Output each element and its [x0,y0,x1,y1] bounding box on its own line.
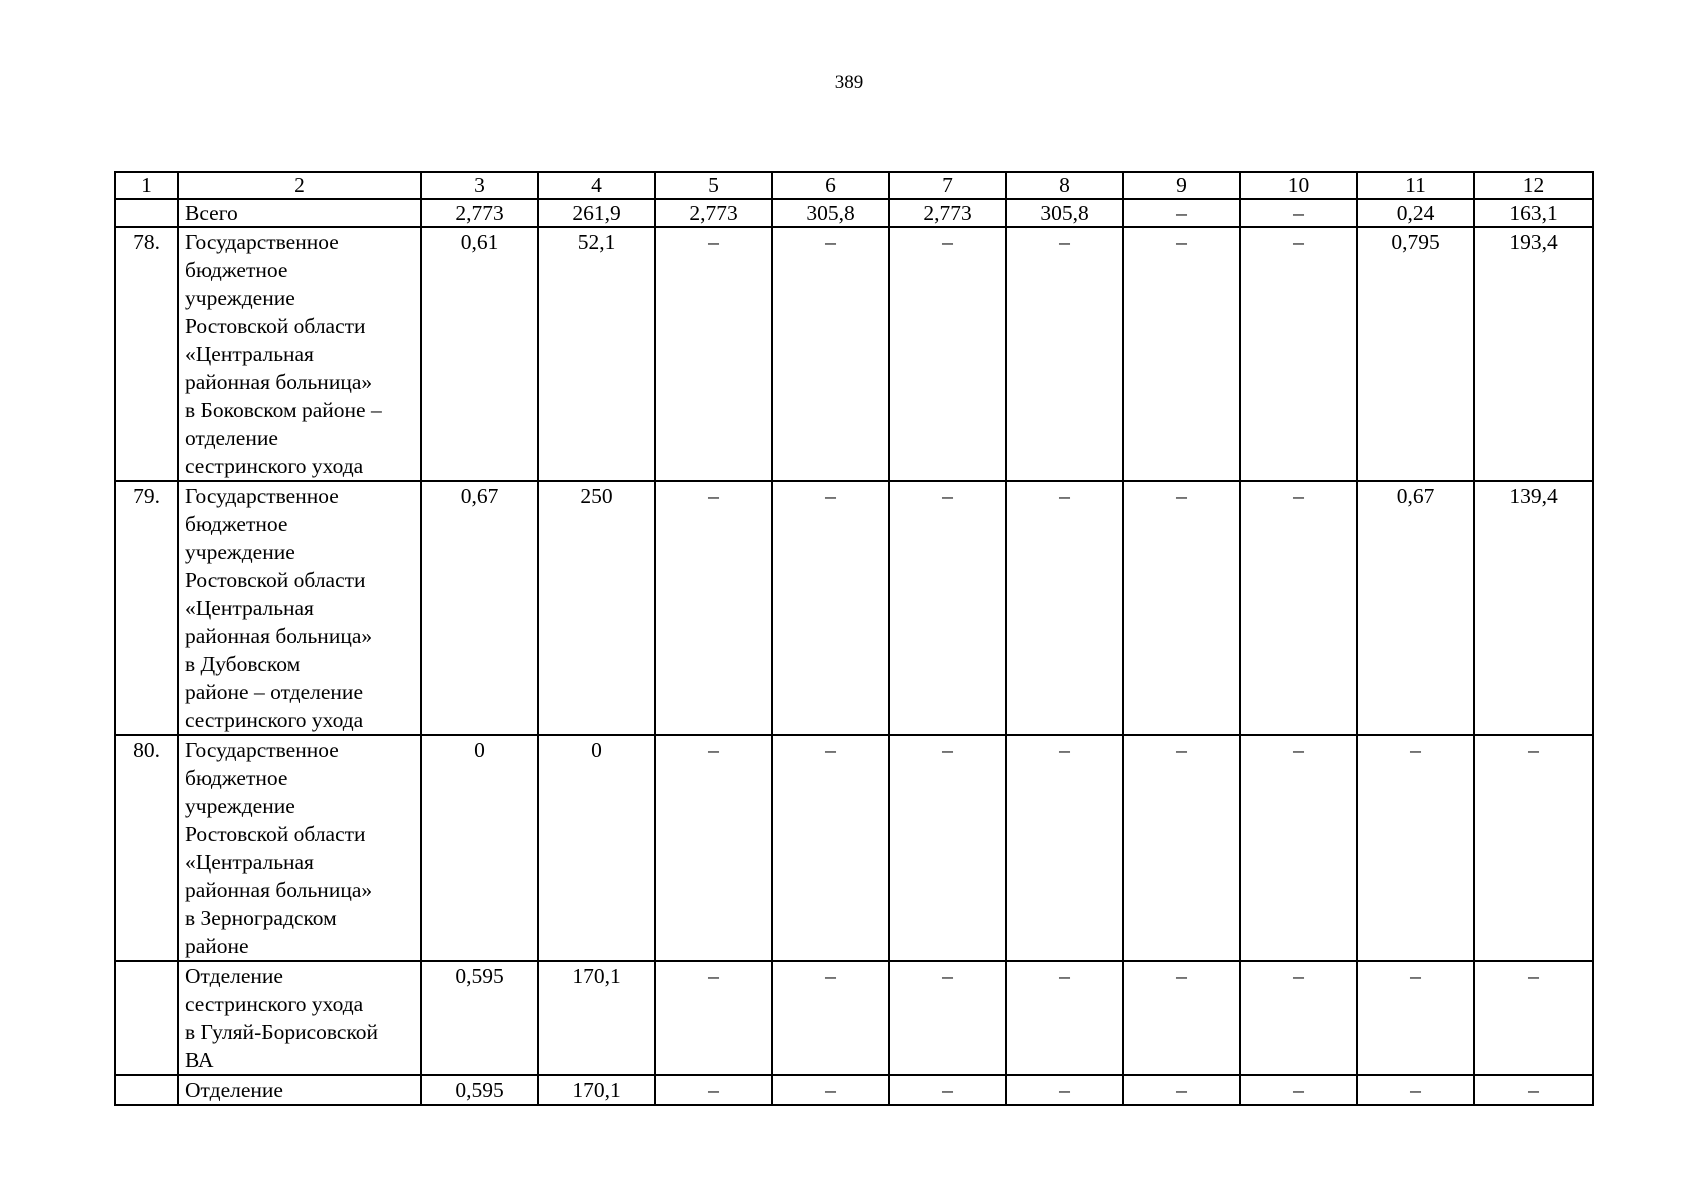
value-cell: 0,595 [421,1075,538,1105]
value-cell: – [655,1075,772,1105]
header-row [115,172,1593,199]
value-cell: 2,773 [421,199,538,227]
value-cell: – [1240,199,1357,227]
table-row [115,227,1593,481]
value-cell: – [1357,1075,1474,1105]
value-cell: – [772,735,889,961]
value-cell: – [1474,961,1593,1075]
value-cell: 0,795 [1357,227,1474,481]
column-number-cell: 6 [772,172,889,199]
value-cell: 163,1 [1474,199,1593,227]
value-cell: 139,4 [1474,481,1593,735]
value-cell: 193,4 [1474,227,1593,481]
value-cell: 261,9 [538,199,655,227]
row-number-cell [115,1075,178,1105]
value-cell: – [772,961,889,1075]
value-cell: – [889,735,1006,961]
value-cell: – [1474,735,1593,961]
data-table [114,171,1594,1106]
total-row [115,199,1593,227]
value-cell: – [1006,481,1123,735]
value-cell: 2,773 [655,199,772,227]
value-cell: – [889,227,1006,481]
value-cell: – [1357,961,1474,1075]
value-cell: – [889,481,1006,735]
column-number-cell: 3 [421,172,538,199]
row-name-cell: Отделение [178,1075,421,1105]
value-cell: 52,1 [538,227,655,481]
value-cell: – [1006,735,1123,961]
column-number-cell: 1 [115,172,178,199]
value-cell: – [1240,227,1357,481]
column-number-cell: 10 [1240,172,1357,199]
column-number-cell: 9 [1123,172,1240,199]
value-cell: – [1123,1075,1240,1105]
row-name-cell: Государственное бюджетное учреждение Ростовской области «Центральная районная больница» в Зерноградском районе [178,735,421,961]
value-cell: 0 [421,735,538,961]
column-number-cell: 5 [655,172,772,199]
row-name-cell: Всего [178,199,421,227]
value-cell: – [889,961,1006,1075]
row-name-cell: Государственное бюджетное учреждение Ростовской области «Центральная районная больница» в Боковском районе – отделение сестринского ухода [178,227,421,481]
value-cell: 0,67 [421,481,538,735]
column-number-cell: 11 [1357,172,1474,199]
value-cell: – [1123,735,1240,961]
row-number-cell: 79. [115,481,178,735]
value-cell: – [655,481,772,735]
value-cell: – [1240,481,1357,735]
value-cell: 305,8 [1006,199,1123,227]
row-name-cell: Отделение сестринского ухода в Гуляй-Борисовской ВА [178,961,421,1075]
value-cell: – [1006,1075,1123,1105]
row-number-cell [115,199,178,227]
page-number: 389 [834,72,864,93]
value-cell: – [772,227,889,481]
value-cell: – [1123,199,1240,227]
value-cell: – [1006,961,1123,1075]
value-cell: 170,1 [538,961,655,1075]
value-cell: 0 [538,735,655,961]
row-name-cell: Государственное бюджетное учреждение Ростовской области «Центральная районная больница» в Дубовском районе – отделение сестринского ухода [178,481,421,735]
value-cell: 0,67 [1357,481,1474,735]
column-number-cell: 4 [538,172,655,199]
column-number-cell: 12 [1474,172,1593,199]
value-cell: 0,24 [1357,199,1474,227]
value-cell: – [655,735,772,961]
column-number-cell: 2 [178,172,421,199]
value-cell: – [772,481,889,735]
row-number-cell: 80. [115,735,178,961]
table-row [115,481,1593,735]
value-cell: – [655,227,772,481]
value-cell: – [772,1075,889,1105]
value-cell: – [1123,961,1240,1075]
value-cell: 2,773 [889,199,1006,227]
value-cell: 0,61 [421,227,538,481]
value-cell: 170,1 [538,1075,655,1105]
value-cell: – [1123,227,1240,481]
table-row [115,961,1593,1075]
value-cell: 250 [538,481,655,735]
row-number-cell [115,961,178,1075]
value-cell: – [655,961,772,1075]
row-number-cell: 78. [115,227,178,481]
value-cell: – [1357,735,1474,961]
table-row [115,1075,1593,1105]
value-cell: – [1474,1075,1593,1105]
table-row [115,735,1593,961]
value-cell: 0,595 [421,961,538,1075]
value-cell: – [1240,735,1357,961]
value-cell: – [889,1075,1006,1105]
column-number-cell: 8 [1006,172,1123,199]
column-number-cell: 7 [889,172,1006,199]
value-cell: – [1240,1075,1357,1105]
value-cell: – [1123,481,1240,735]
value-cell: – [1006,227,1123,481]
value-cell: – [1240,961,1357,1075]
value-cell: 305,8 [772,199,889,227]
